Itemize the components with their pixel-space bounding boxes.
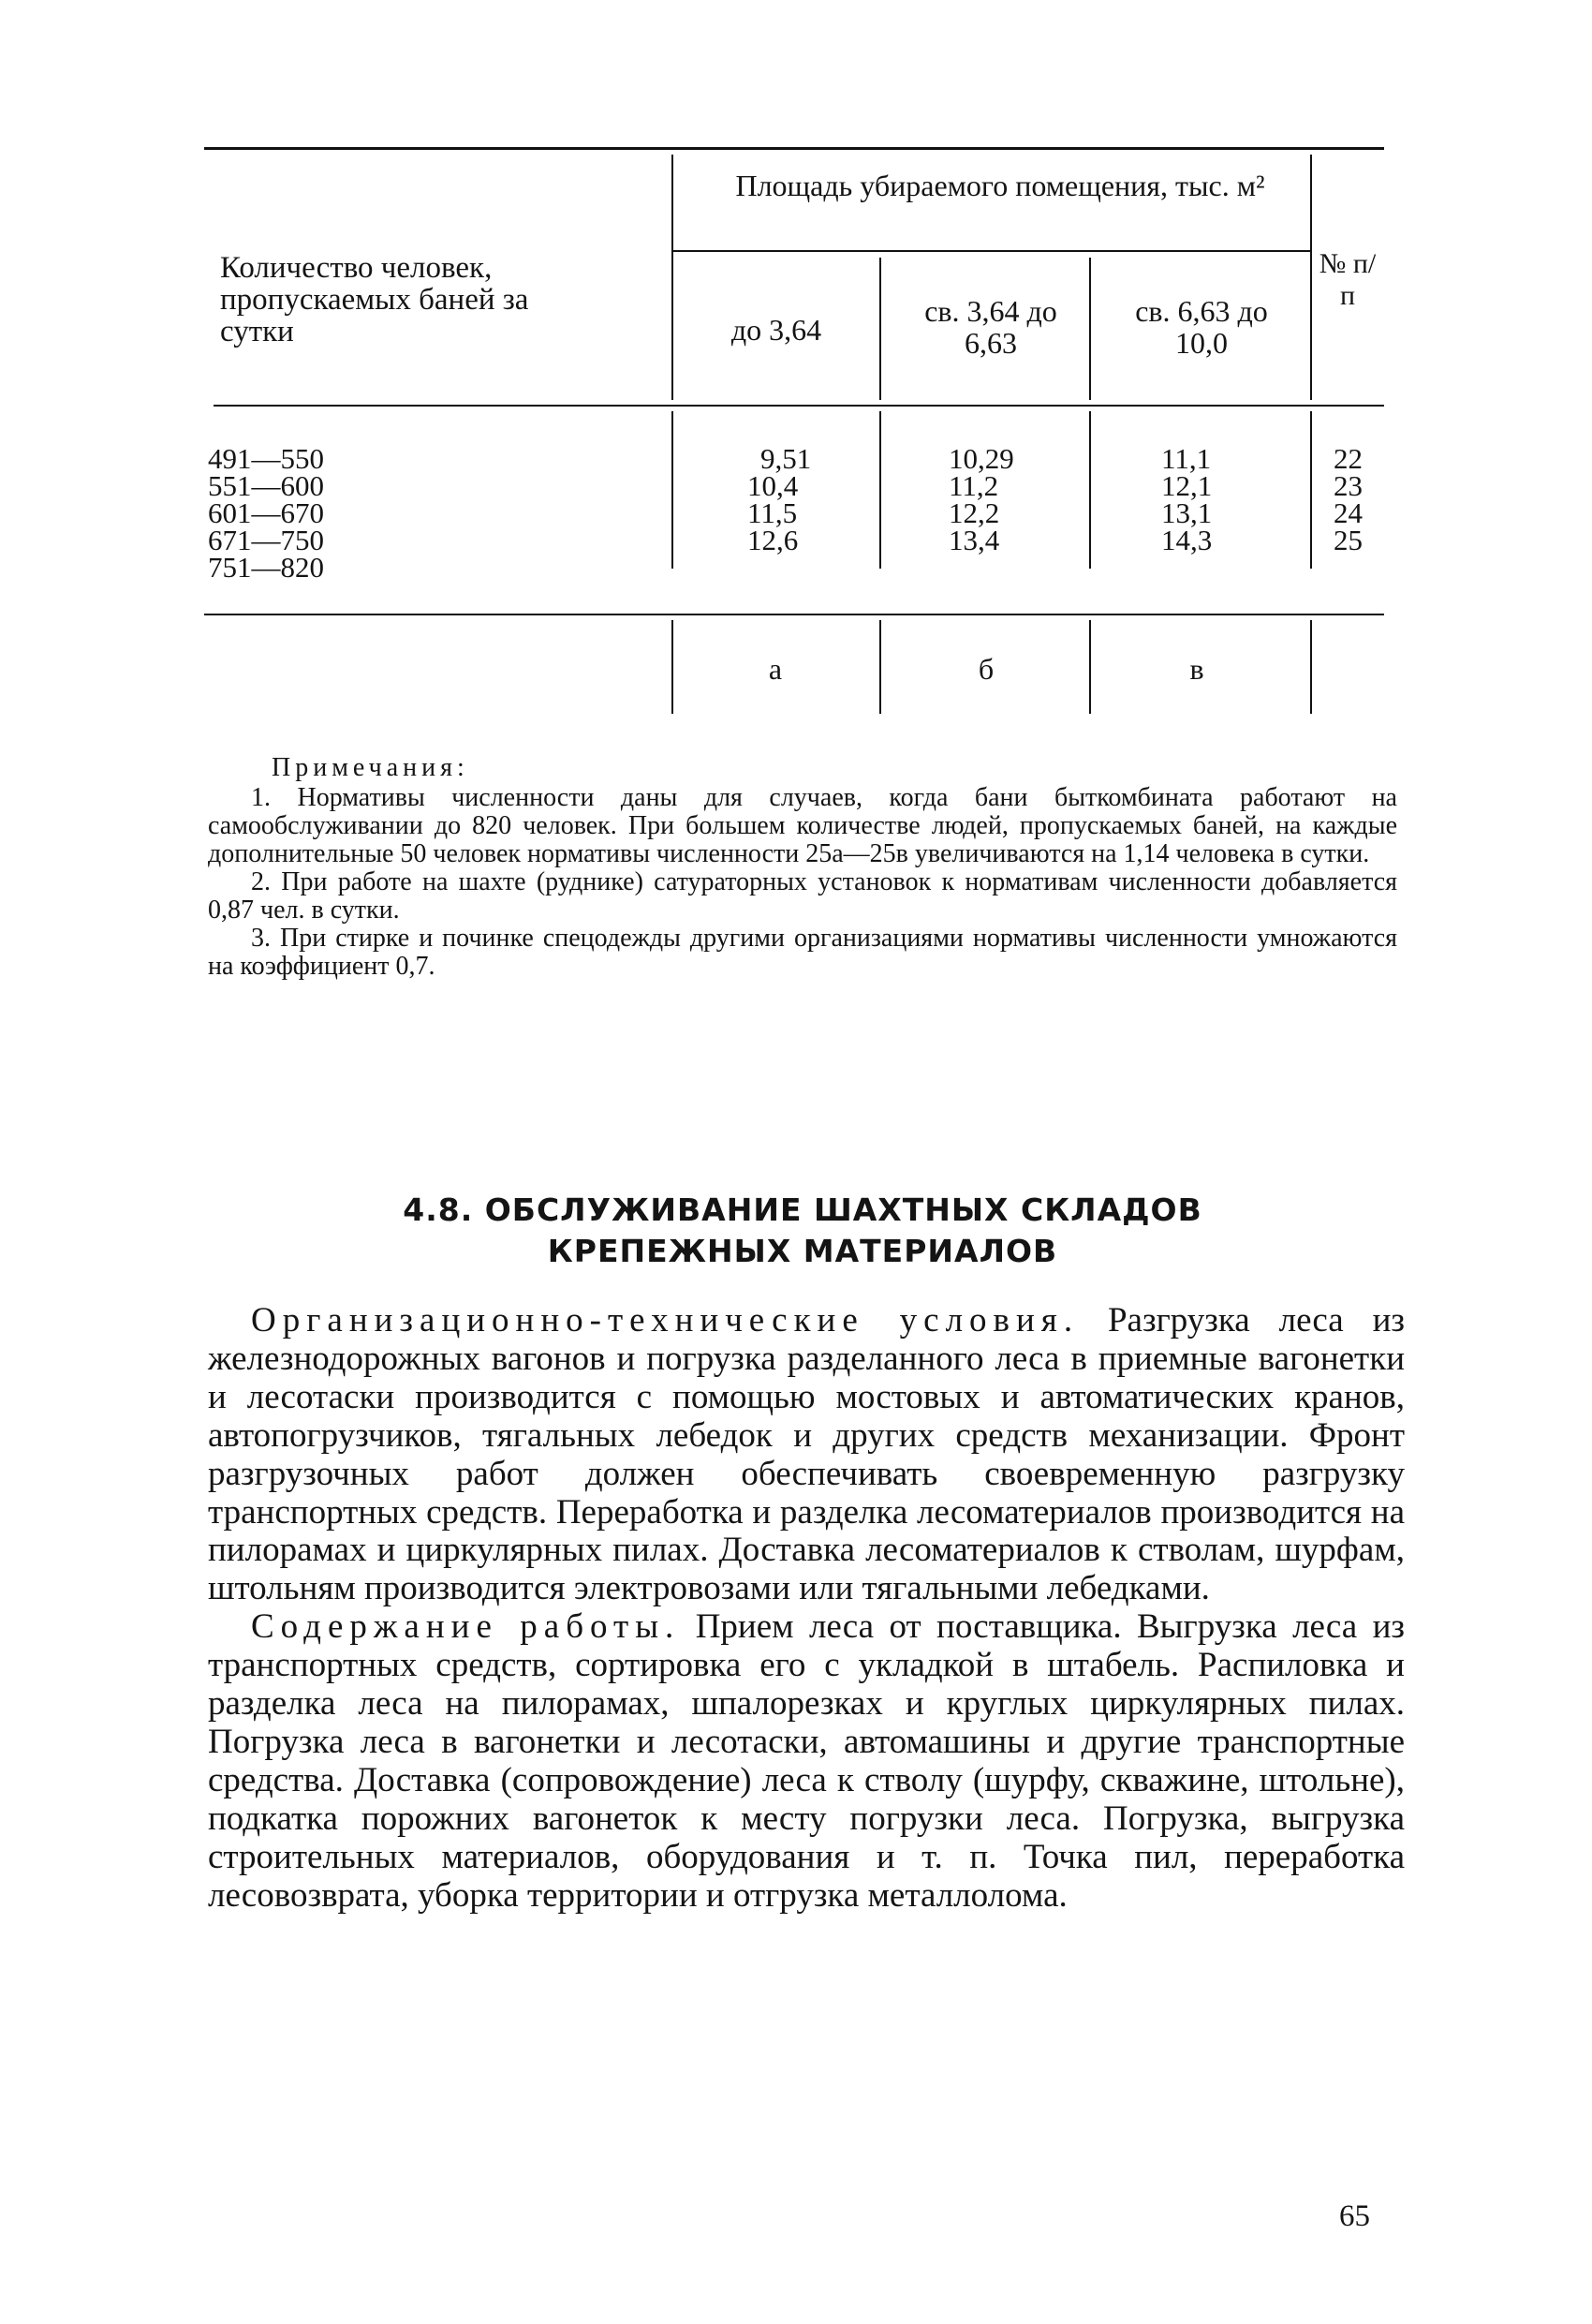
norms-table: [204, 147, 1384, 718]
paragraph-work-content: [208, 1608, 1405, 1915]
table-cell: 24: [1334, 496, 1363, 529]
paragraph-lead: Организационно-технические условия.: [251, 1301, 1080, 1340]
paragraph-text: Прием леса от поставщика. Выгрузка леса из транспортных средств, сортировка его с укладкой в штабель. Распиловка и разделка леса на пилорамах, шпалорезках и круглых циркулярных пилах. Погрузка леса в вагонетки и лесотаски, автомашины и другие транспортные средства. Доставка (сопровождение) леса к стволу (шурфу, скважине, штольне), подкатка порожних вагонеток к месту погрузки леса. Погрузка, выгрузка строительных материалов, оборудования и т. п. Точка пил, переработка лесовозврата, уборка территории и отгрузка металлолома.: [208, 1607, 1405, 1915]
paragraph-lead: Содержание работы.: [251, 1607, 681, 1647]
table-cell: 11,1: [1161, 442, 1212, 475]
table-vrule-4c: [1310, 620, 1312, 714]
table-cell: 13,4: [949, 524, 1000, 556]
col-number-header: № п/п: [1319, 248, 1377, 311]
table-vrule-2c: [879, 620, 881, 714]
table-vrule-3c: [1089, 620, 1091, 714]
table-vrule-4b: [1310, 411, 1312, 569]
notes-title: Примечания:: [272, 753, 469, 782]
col-area-group-header: Площадь убираемого помещения, тыс. м²: [735, 169, 1265, 202]
table-row: 551—600: [208, 469, 324, 502]
people-column: [208, 442, 324, 584]
table-cell: 10,29: [949, 442, 1014, 475]
table-row: 671—750: [208, 524, 324, 556]
table-cell: 12,1: [1161, 469, 1213, 502]
table-cell: 11,2: [949, 469, 999, 502]
note-1: 1. Нормативы численности даны для случаев, когда бани быткомбината работают на самообслуживании до 820 человек. При большем количестве людей, пропускаемых баней, на каждые дополнительные 50 человек нормативы численности 25а—25в увеличиваются на 1,14 человека в сутки.: [208, 783, 1397, 868]
note-3: 3. При стирке и починке спецодежды другими организациями нормативы численности умножаются на коэффициент 0,7.: [208, 924, 1397, 981]
table-vrule-4: [1310, 155, 1312, 400]
table-cell: 22: [1334, 442, 1363, 475]
page-number: 65: [1339, 2199, 1370, 2233]
section-heading-line-2: КРЕПЕЖНЫХ МАТЕРИАЛОВ: [547, 1233, 1058, 1269]
sub-header-a: до 3,64: [730, 313, 822, 347]
paragraph-text: Разгрузка леса из железнодорожных вагонов и погрузка разделанного леса в приемные вагонетки и лесотаски производится с помощью мостовых и автоматических кранов, автопогрузчиков, тягальных лебедок и других средств механизации. Фронт разгрузочных работ должен обеспечивать своевременную разгрузку транспортных средств. Переработка и разделка лесоматериалов производится на пилорамах и циркулярных пилах. Доставка лесоматериалов к стволам, шурфам, штольням производится электровозами или тягальными лебедками.: [208, 1301, 1406, 1608]
note-2: 2. При работе на шахте (руднике) сатураторных установок к нормативам численности добавляется 0,87 чел. в сутки.: [208, 867, 1397, 925]
table-vrule-2: [879, 258, 881, 400]
table-vrule-3: [1089, 258, 1091, 400]
table-vrule-3b: [1089, 411, 1091, 569]
section-heading: [208, 1190, 1397, 1272]
table-cell: 25: [1334, 524, 1363, 556]
col-a-values: [747, 442, 812, 556]
sub-header-b: св. 3,64 до 6,63: [924, 294, 1057, 360]
table-vrule-2b: [879, 411, 881, 569]
table-cell: 14,3: [1161, 524, 1213, 556]
table-row: 751—820: [208, 551, 324, 584]
section-body: [208, 1302, 1405, 1916]
table-row: 601—670: [208, 496, 324, 529]
paragraph-conditions: [208, 1302, 1405, 1608]
table-cell: 12,2: [949, 496, 1000, 529]
col-people-header: Количество человек, пропускаемых баней за сутки: [220, 251, 529, 348]
table-cell: 12,6: [747, 524, 799, 556]
table-cell: 11,5: [747, 496, 798, 529]
table-vrule-1c: [671, 620, 673, 714]
table-vrule-1: [671, 155, 673, 400]
col-num-values: [1334, 442, 1363, 556]
table-vrule-1b: [671, 411, 673, 569]
table-row: 491—550: [208, 442, 324, 475]
col-letter-b: б: [978, 652, 995, 686]
section-heading-line-1: 4.8. ОБСЛУЖИВАНИЕ ШАХТНЫХ СКЛАДОВ: [403, 1192, 1202, 1228]
sub-header-c: св. 6,63 до 10,0: [1135, 294, 1268, 360]
table-cell: 9,51: [760, 442, 812, 475]
col-c-values: [1161, 442, 1213, 556]
table-cell: 23: [1334, 469, 1363, 502]
table-notes: [208, 754, 1397, 981]
table-top-rule: [204, 147, 1384, 150]
table-cell: 10,4: [747, 469, 799, 502]
col-b-values: [949, 442, 1014, 556]
col-letter-c: в: [1189, 652, 1204, 686]
table-body-rule: [204, 614, 1384, 615]
table-subheader-rule: [672, 250, 1311, 252]
col-letter-a: а: [768, 652, 783, 686]
table-header-rule: [214, 405, 1384, 407]
table-cell: 13,1: [1161, 496, 1213, 529]
